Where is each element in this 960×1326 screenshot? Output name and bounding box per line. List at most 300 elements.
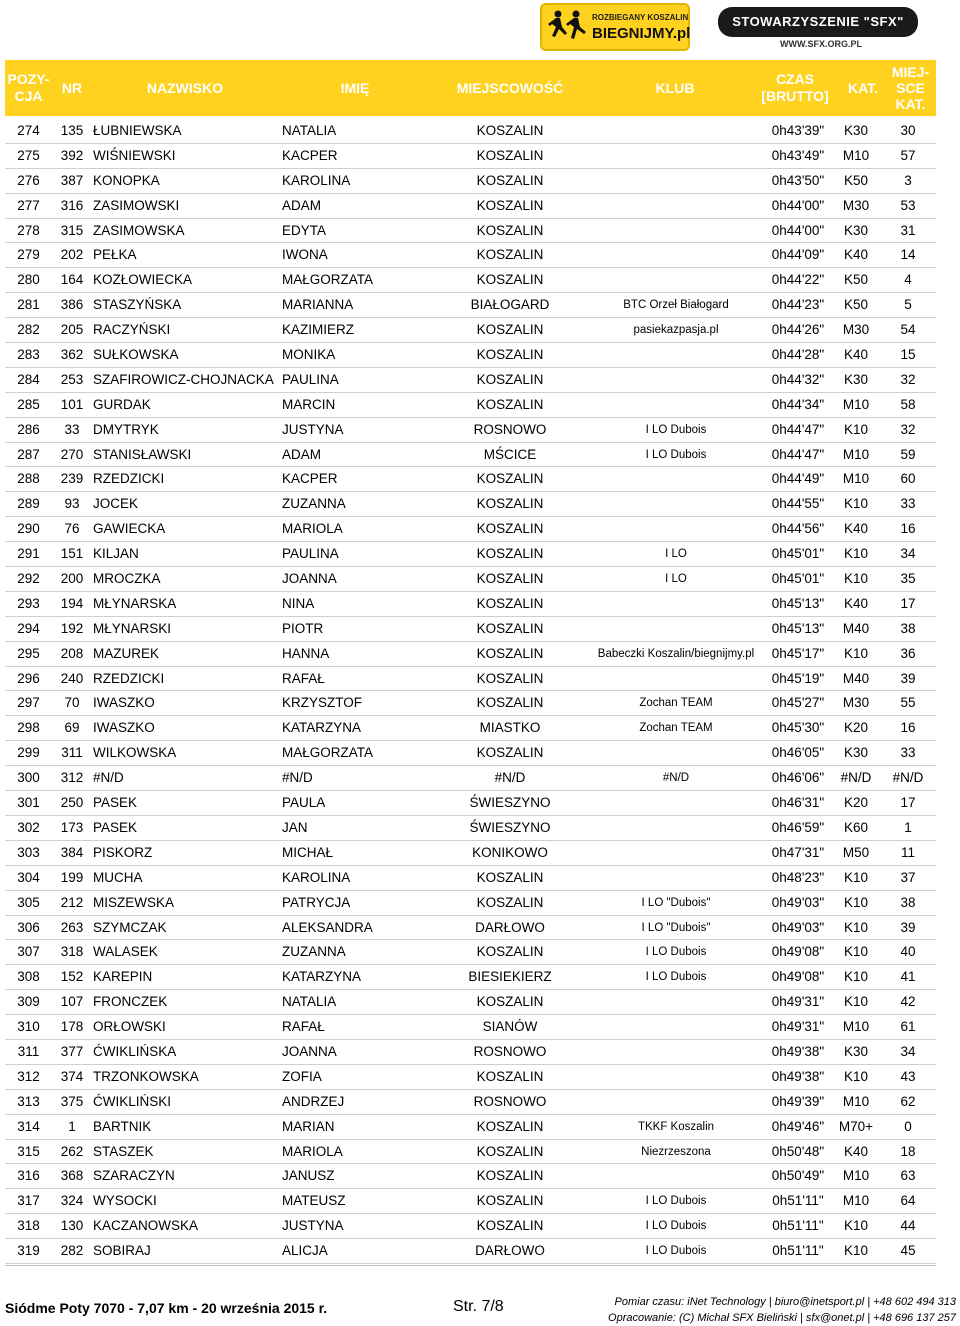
cell-category: K10: [843, 645, 869, 661]
cell-category-place: #N/D: [892, 770, 924, 786]
cell-town: ROSNOWO: [473, 421, 547, 437]
cell-time: 0h44'56": [771, 521, 825, 537]
table-row: [5, 741, 936, 766]
cell-category: M10: [842, 1093, 870, 1109]
header-number: NR: [61, 79, 83, 96]
cell-time: 0h48'23": [771, 869, 825, 885]
cell-club: [585, 1090, 767, 1114]
cell-category-place: 64: [900, 1193, 916, 1209]
cell-town: KOSZALIN: [476, 695, 544, 711]
cell-category-place: 54: [900, 322, 916, 338]
cell-number: 386: [60, 297, 84, 313]
cell-club: [585, 816, 767, 840]
cell-category: K50: [843, 272, 869, 288]
cell-club: Niezrzeszona: [641, 1145, 711, 1158]
cell-number: 377: [60, 1043, 84, 1059]
cell-category-place: 44: [900, 1218, 916, 1234]
cell-time: 0h44'00": [771, 197, 825, 213]
cell-category: M10: [842, 1193, 870, 1209]
footer-credits-timing: Pomiar czasu: iNet Technology | biuro@inetsport.pl | +48 602 494 313: [614, 1296, 956, 1308]
cell-town: KOSZALIN: [476, 944, 544, 960]
cell-number: 318: [60, 944, 84, 960]
cell-category-place: 43: [900, 1068, 916, 1084]
cell-surname: GAWIECKA: [93, 521, 166, 537]
cell-category: M40: [842, 670, 870, 686]
table-row: [5, 1164, 936, 1189]
table-row: [5, 965, 936, 990]
cell-time: 0h49'08": [771, 969, 825, 985]
runners-icon: [546, 9, 590, 45]
cell-surname: STASZYŃSKA: [93, 297, 182, 313]
cell-time: 0h43'50": [771, 172, 825, 188]
header-surname: NAZWISKO: [146, 79, 224, 96]
cell-number: 192: [60, 620, 84, 636]
cell-category: K10: [843, 546, 869, 562]
table-row: [5, 169, 936, 194]
cell-category: M10: [842, 396, 870, 412]
cell-club: BTC Orzeł Białogard: [623, 299, 729, 312]
cell-category: K40: [843, 247, 869, 263]
cell-town: KOSZALIN: [476, 1168, 544, 1184]
cell-category: K10: [843, 1243, 869, 1259]
cell-first-name: KATARZYNA: [282, 720, 362, 736]
cell-number: 270: [60, 446, 84, 462]
cell-category-place: 15: [900, 347, 916, 363]
cell-surname: WALASEK: [93, 944, 158, 960]
cell-category: K10: [843, 969, 869, 985]
cell-town: BIESIEKIERZ: [468, 969, 552, 985]
cell-surname: PASEK: [93, 819, 138, 835]
header-time: CZAS [BRUTTO]: [761, 71, 829, 104]
cell-club: [585, 990, 767, 1014]
table-row: [5, 219, 936, 244]
cell-category-place: 17: [900, 595, 916, 611]
table-row: [5, 443, 936, 468]
cell-category: K10: [843, 1218, 869, 1234]
cell-time: 0h43'39": [771, 123, 825, 138]
cell-first-name: MARIAN: [282, 1118, 335, 1134]
cell-number: 375: [60, 1093, 84, 1109]
cell-town: DARŁOWO: [475, 919, 545, 935]
cell-category: K40: [843, 595, 869, 611]
table-row: [5, 119, 936, 144]
cell-first-name: #N/D: [282, 770, 313, 786]
cell-surname: IWASZKO: [93, 695, 155, 711]
cell-category-place: 45: [900, 1243, 916, 1259]
cell-time: 0h45'19": [771, 670, 825, 686]
cell-category-place: 60: [900, 471, 916, 487]
cell-time: 0h44'49": [771, 471, 825, 487]
sponsor-logos: [540, 3, 920, 53]
cell-surname: KAREPIN: [93, 969, 153, 985]
cell-position: 296: [17, 670, 40, 686]
cell-first-name: KACPER: [282, 147, 338, 163]
cell-club: [585, 467, 767, 491]
cell-first-name: MARIOLA: [282, 521, 343, 537]
cell-position: 314: [17, 1118, 40, 1134]
cell-category: K30: [843, 1043, 869, 1059]
cell-surname: SUŁKOWSKA: [93, 347, 179, 363]
cell-time: 0h46'31": [771, 795, 825, 811]
cell-time: 0h44'26": [771, 322, 825, 338]
cell-category: M30: [842, 322, 870, 338]
cell-first-name: MARCIN: [282, 396, 336, 412]
cell-number: 374: [60, 1068, 84, 1084]
cell-town: MIASTKO: [479, 720, 541, 736]
cell-number: 205: [60, 322, 84, 338]
cell-club: [585, 1040, 767, 1064]
cell-category-place: 39: [900, 919, 916, 935]
cell-time: 0h44'22": [771, 272, 825, 288]
cell-time: 0h45'30": [771, 720, 825, 736]
cell-category: K20: [843, 795, 869, 811]
cell-first-name: NATALIA: [282, 123, 337, 138]
cell-club: [585, 841, 767, 865]
cell-first-name: JUSTYNA: [282, 1218, 344, 1234]
cell-club: [585, 592, 767, 616]
cell-position: 294: [17, 620, 40, 636]
cell-position: 298: [17, 720, 40, 736]
cell-club: [585, 119, 767, 143]
cell-number: 173: [60, 819, 84, 835]
cell-town: BIAŁOGARD: [470, 297, 550, 313]
cell-position: 277: [17, 197, 40, 213]
cell-club: I LO Dubois: [645, 971, 707, 984]
cell-town: KOSZALIN: [476, 396, 544, 412]
cell-first-name: JUSTYNA: [282, 421, 344, 437]
cell-number: 240: [60, 670, 84, 686]
cell-number: 194: [60, 595, 84, 611]
cell-position: 306: [17, 919, 40, 935]
cell-town: DARŁOWO: [475, 1243, 545, 1259]
cell-first-name: PAULA: [282, 795, 326, 811]
cell-first-name: NATALIA: [282, 994, 337, 1010]
cell-club: [585, 866, 767, 890]
cell-first-name: JAN: [282, 819, 308, 835]
cell-first-name: EDYTA: [282, 222, 327, 238]
cell-town: KOSZALIN: [476, 571, 544, 587]
header-town: MIEJSCOWOŚĆ: [456, 79, 564, 96]
cell-surname: PEŁKA: [93, 247, 137, 263]
cell-category-place: 63: [900, 1168, 916, 1184]
cell-position: 316: [17, 1168, 40, 1184]
table-row: [5, 592, 936, 617]
cell-position: 310: [17, 1019, 40, 1035]
cell-number: 212: [60, 894, 84, 910]
table-row: [5, 940, 936, 965]
table-row: [5, 642, 936, 667]
cell-position: 284: [17, 371, 40, 387]
cell-category-place: 11: [900, 844, 915, 860]
cell-time: 0h44'47": [771, 446, 825, 462]
cell-number: 130: [60, 1218, 84, 1234]
cell-town: KOSZALIN: [476, 123, 544, 138]
cell-time: 0h49'39": [771, 1093, 825, 1109]
cell-position: 313: [17, 1093, 40, 1109]
results-table: [5, 119, 936, 1264]
cell-first-name: MATEUSZ: [282, 1193, 346, 1209]
cell-surname: BARTNIK: [93, 1118, 152, 1134]
cell-category-place: 34: [900, 1043, 916, 1059]
header-first-name: IMIĘ: [340, 79, 370, 96]
cell-category-place: 0: [904, 1118, 912, 1134]
table-row: [5, 517, 936, 542]
cell-position: 292: [17, 571, 40, 587]
cell-time: 0h49'03": [771, 894, 825, 910]
table-row: [5, 492, 936, 517]
cell-town: KOSZALIN: [476, 172, 544, 188]
cell-surname: SOBIRAJ: [93, 1243, 151, 1259]
cell-time: 0h49'03": [771, 919, 825, 935]
cell-first-name: PATRYCJA: [282, 894, 351, 910]
cell-club: [585, 343, 767, 367]
cell-category-place: 1: [904, 819, 912, 835]
table-row: [5, 766, 936, 791]
cell-club: I LO Dubois: [645, 1220, 707, 1233]
cell-number: 69: [64, 720, 80, 736]
cell-position: 319: [17, 1243, 40, 1259]
cell-club: I LO Dubois: [645, 1245, 707, 1258]
cell-number: 107: [60, 994, 84, 1010]
cell-surname: KONOPKA: [93, 172, 160, 188]
cell-surname: RZEDZICKI: [93, 670, 165, 686]
cell-first-name: ANDRZEJ: [282, 1093, 345, 1109]
cell-club: [585, 667, 767, 691]
cell-first-name: KACPER: [282, 471, 338, 487]
cell-town: KOSZALIN: [476, 1118, 544, 1134]
biegnijmy-logo-tagline: ROZBIEGANY KOSZALIN: [592, 13, 689, 22]
cell-position: 281: [17, 297, 40, 313]
cell-category-place: 4: [904, 272, 912, 288]
cell-surname: MŁYNARSKI: [93, 620, 172, 636]
cell-club: [585, 791, 767, 815]
cell-first-name: IWONA: [282, 247, 328, 263]
cell-surname: MŁYNARSKA: [93, 595, 177, 611]
cell-first-name: PAULINA: [282, 371, 339, 387]
cell-first-name: ADAM: [282, 197, 322, 213]
table-row: [5, 318, 936, 343]
cell-category-place: 31: [900, 222, 916, 238]
cell-time: 0h45'01": [771, 546, 825, 562]
cell-category: K30: [843, 745, 869, 761]
cell-time: 0h49'31": [771, 1019, 825, 1035]
cell-town: KOSZALIN: [476, 1193, 544, 1209]
cell-number: 200: [60, 571, 84, 587]
cell-category: M10: [842, 446, 870, 462]
cell-club: I LO: [665, 573, 687, 586]
table-row: [5, 194, 936, 219]
cell-town: KOSZALIN: [476, 247, 544, 263]
table-row: [5, 393, 936, 418]
cell-first-name: PIOTR: [282, 620, 324, 636]
cell-category-place: 53: [900, 197, 916, 213]
table-header: [5, 60, 936, 116]
cell-time: 0h44'00": [771, 222, 825, 238]
cell-number: 202: [60, 247, 84, 263]
cell-category-place: 61: [900, 1019, 916, 1035]
cell-position: 279: [17, 247, 40, 263]
cell-surname: FRONCZEK: [93, 994, 168, 1010]
cell-position: 309: [17, 994, 40, 1010]
cell-number: 239: [60, 471, 84, 487]
cell-town: KOSZALIN: [476, 147, 544, 163]
cell-time: 0h45'27": [771, 695, 825, 711]
cell-category-place: 59: [900, 446, 916, 462]
cell-town: KOSZALIN: [476, 645, 544, 661]
cell-position: 278: [17, 222, 40, 238]
cell-number: 282: [60, 1243, 84, 1259]
cell-town: KOSZALIN: [476, 869, 544, 885]
cell-town: KOSZALIN: [476, 1068, 544, 1084]
cell-town: KOSZALIN: [476, 894, 544, 910]
cell-club: I LO "Dubois": [641, 896, 711, 909]
cell-position: 308: [17, 969, 40, 985]
cell-time: 0h51'11": [772, 1193, 824, 1209]
cell-category: K40: [843, 1143, 869, 1159]
cell-position: 317: [17, 1193, 40, 1209]
cell-club: I LO "Dubois": [641, 921, 711, 934]
table-row: [5, 1090, 936, 1115]
cell-category: K60: [843, 819, 869, 835]
cell-category-place: 17: [900, 795, 916, 811]
cell-club: [585, 1015, 767, 1039]
cell-position: 297: [17, 695, 40, 711]
cell-position: 295: [17, 645, 40, 661]
cell-first-name: JOANNA: [282, 571, 337, 587]
table-row: [5, 467, 936, 492]
cell-position: 290: [17, 521, 40, 537]
cell-time: 0h49'38": [771, 1068, 825, 1084]
cell-town: ŚWIESZYNO: [469, 795, 551, 811]
cell-position: 318: [17, 1218, 40, 1234]
cell-time: 0h51'11": [772, 1218, 824, 1234]
cell-time: 0h49'38": [771, 1043, 825, 1059]
cell-time: 0h44'32": [771, 371, 825, 387]
cell-position: 280: [17, 272, 40, 288]
cell-number: 368: [60, 1168, 84, 1184]
cell-first-name: ZUZANNA: [282, 944, 346, 960]
table-row: [5, 343, 936, 368]
cell-number: 208: [60, 645, 84, 661]
table-row: [5, 293, 936, 318]
cell-time: 0h44'09": [771, 247, 825, 263]
cell-time: 0h47'31": [771, 844, 825, 860]
cell-category: M40: [842, 620, 870, 636]
sfx-logo: [718, 7, 918, 37]
cell-number: 178: [60, 1019, 84, 1035]
cell-position: 276: [17, 172, 40, 188]
cell-category: M10: [842, 1019, 870, 1035]
cell-position: 303: [17, 844, 40, 860]
cell-first-name: JANUSZ: [282, 1168, 335, 1184]
cell-time: 0h44'23": [771, 297, 825, 313]
cell-first-name: JOANNA: [282, 1043, 337, 1059]
footer-credits: [608, 1294, 956, 1326]
cell-category: K50: [843, 297, 869, 313]
cell-number: 316: [60, 197, 84, 213]
table-row: [5, 1189, 936, 1214]
cell-surname: WILKOWSKA: [93, 745, 177, 761]
table-row: [5, 791, 936, 816]
cell-time: 0h50'49": [771, 1168, 825, 1184]
cell-surname: RZEDZICKI: [93, 471, 165, 487]
table-row: [5, 891, 936, 916]
cell-position: 282: [17, 322, 40, 338]
cell-first-name: MONIKA: [282, 347, 336, 363]
cell-town: KOSZALIN: [476, 994, 544, 1010]
cell-town: ROSNOWO: [473, 1043, 547, 1059]
table-row: [5, 418, 936, 443]
cell-first-name: RAFAŁ: [282, 670, 325, 686]
cell-time: 0h51'11": [772, 1243, 824, 1259]
cell-number: 151: [60, 546, 84, 562]
table-row: [5, 268, 936, 293]
cell-category-place: 33: [900, 745, 916, 761]
cell-town: KOSZALIN: [476, 197, 544, 213]
cell-category-place: 38: [900, 620, 916, 636]
cell-time: 0h44'47": [771, 421, 825, 437]
cell-surname: GURDAK: [93, 396, 151, 412]
cell-position: 301: [17, 795, 40, 811]
cell-category: K10: [843, 919, 869, 935]
cell-time: 0h43'49": [771, 147, 825, 163]
table-row: [5, 866, 936, 891]
cell-category-place: 39: [900, 670, 916, 686]
cell-category: K30: [843, 222, 869, 238]
cell-town: SIANÓW: [482, 1019, 538, 1035]
cell-surname: MUCHA: [93, 869, 143, 885]
cell-category-place: 42: [900, 994, 916, 1010]
cell-first-name: ALICJA: [282, 1243, 328, 1259]
cell-club: [585, 741, 767, 765]
cell-club: [585, 144, 767, 168]
table-row: [5, 1239, 936, 1264]
cell-town: #N/D: [494, 770, 526, 786]
cell-town: KOSZALIN: [476, 371, 544, 387]
cell-number: 312: [60, 770, 84, 786]
cell-category: K20: [843, 720, 869, 736]
cell-time: 0h46'05": [771, 745, 825, 761]
cell-number: 250: [60, 795, 84, 811]
cell-position: 307: [17, 944, 40, 960]
cell-town: KOSZALIN: [476, 670, 544, 686]
cell-category-place: 18: [900, 1143, 916, 1159]
cell-town: KOSZALIN: [476, 595, 544, 611]
table-row: [5, 691, 936, 716]
table-row: [5, 1140, 936, 1165]
cell-club: I LO Dubois: [645, 1195, 707, 1208]
cell-category: M70+: [838, 1118, 874, 1134]
cell-position: 288: [17, 471, 40, 487]
cell-time: 0h46'59": [771, 819, 825, 835]
cell-number: 199: [60, 869, 84, 885]
cell-club: [585, 194, 767, 218]
cell-position: 315: [17, 1143, 40, 1159]
cell-first-name: ZUZANNA: [282, 496, 346, 512]
cell-first-name: NINA: [282, 595, 315, 611]
cell-number: 262: [60, 1143, 84, 1159]
cell-club: I LO: [665, 548, 687, 561]
cell-surname: DMYTRYK: [93, 421, 159, 437]
cell-time: 0h49'46": [771, 1118, 825, 1134]
cell-number: 387: [60, 172, 84, 188]
cell-position: 291: [17, 546, 40, 562]
cell-club: [585, 243, 767, 267]
cell-surname: MROCZKA: [93, 571, 161, 587]
cell-position: 286: [17, 421, 40, 437]
table-row: [5, 567, 936, 592]
cell-category-place: 58: [900, 396, 916, 412]
